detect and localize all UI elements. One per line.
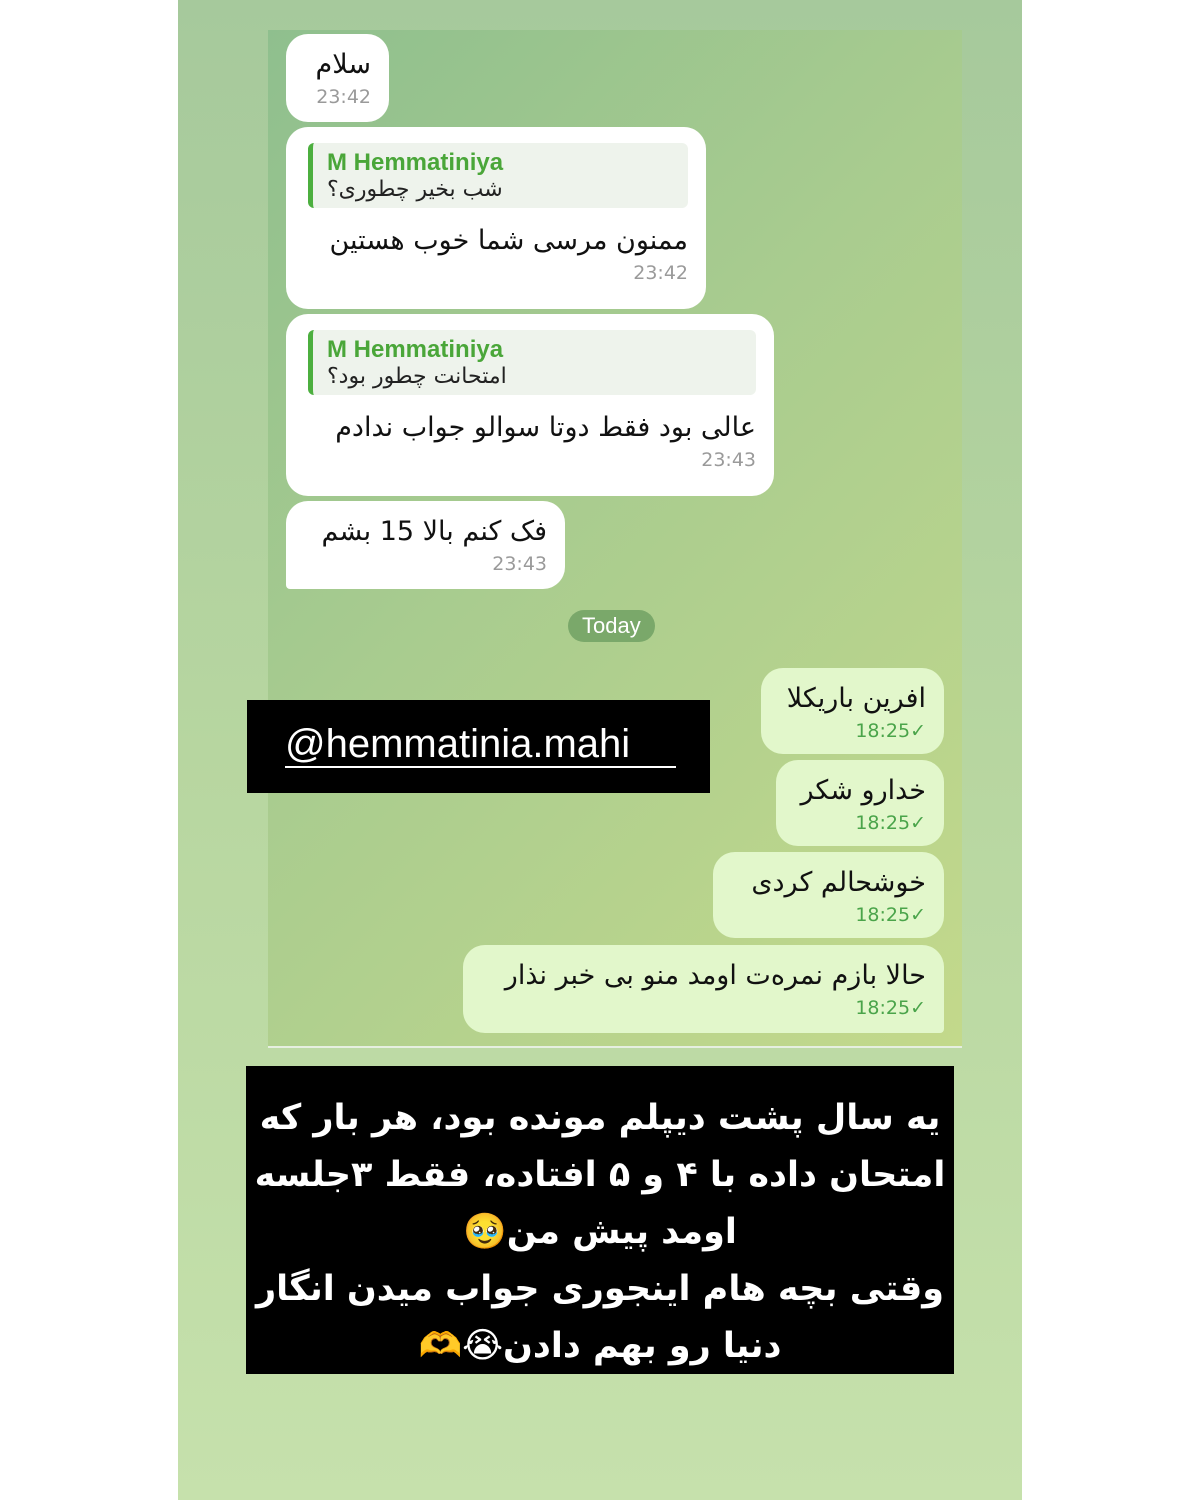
read-check-icon: ✓: [910, 812, 926, 834]
caption-line: امتحان داده با ۴ و ۵ افتاده، فقط ۳جلسه: [254, 1155, 946, 1195]
date-separator: Today: [568, 610, 655, 642]
caption-line: اومد پیش من🥹: [463, 1212, 737, 1252]
message-text: خدارو شکر: [800, 775, 926, 806]
message-bubble: [286, 314, 774, 496]
message-time: 18:25: [855, 904, 911, 926]
message-bubble: [286, 127, 706, 309]
message-time: 18:25: [855, 720, 911, 742]
caption-line: وقتی بچه هام اینجوری جواب میدن انگار: [255, 1269, 945, 1309]
reply-author: M Hemmatiniya: [327, 336, 504, 363]
message-time: 18:25: [855, 997, 911, 1019]
message-bubble: [286, 34, 389, 122]
message-bubble: [286, 501, 565, 589]
caption-line: دنیا رو بهم دادن😭🫶: [418, 1326, 782, 1366]
read-check-icon: ✓: [910, 997, 926, 1019]
read-check-icon: ✓: [910, 904, 926, 926]
message-text: حالا بازم نمرەت اومد منو بی خبر نذار: [504, 960, 926, 991]
message-bubble-outgoing: [713, 852, 944, 938]
reply-text: امتحانت چطور بود؟: [327, 364, 507, 389]
message-text: فک کنم بالا 15 بشم: [321, 516, 547, 547]
message-bubble-outgoing: [761, 668, 944, 754]
message-text: عالی بود فقط دوتا سوالو جواب ندادم: [335, 412, 756, 443]
message-text: ممنون مرسی شما خوب هستین: [329, 225, 688, 256]
reply-text: شب بخیر چطوری؟: [327, 177, 503, 202]
message-text: افرین باریکلا: [786, 683, 926, 714]
reply-quote[interactable]: [308, 330, 756, 395]
mention-sticker[interactable]: [247, 700, 710, 793]
reply-author: M Hemmatiniya: [327, 149, 504, 176]
caption-line: یه سال پشت دیپلم مونده بود، هر بار که: [259, 1098, 941, 1138]
mention-text[interactable]: @hemmatinia.mahi: [285, 722, 676, 768]
message-bubble-outgoing: [463, 945, 944, 1033]
caption-box: [246, 1066, 954, 1374]
message-text: خوشحالم کردی: [751, 867, 926, 898]
message-time: 23:42: [633, 262, 688, 284]
message-time: 18:25: [855, 812, 911, 834]
message-bubble-outgoing: [776, 760, 944, 846]
message-text: سلام: [315, 49, 371, 80]
message-time: 23:42: [316, 86, 371, 108]
reply-quote[interactable]: [308, 143, 688, 208]
message-time: 23:43: [492, 553, 547, 575]
read-check-icon: ✓: [910, 720, 926, 742]
message-time: 23:43: [701, 449, 756, 471]
